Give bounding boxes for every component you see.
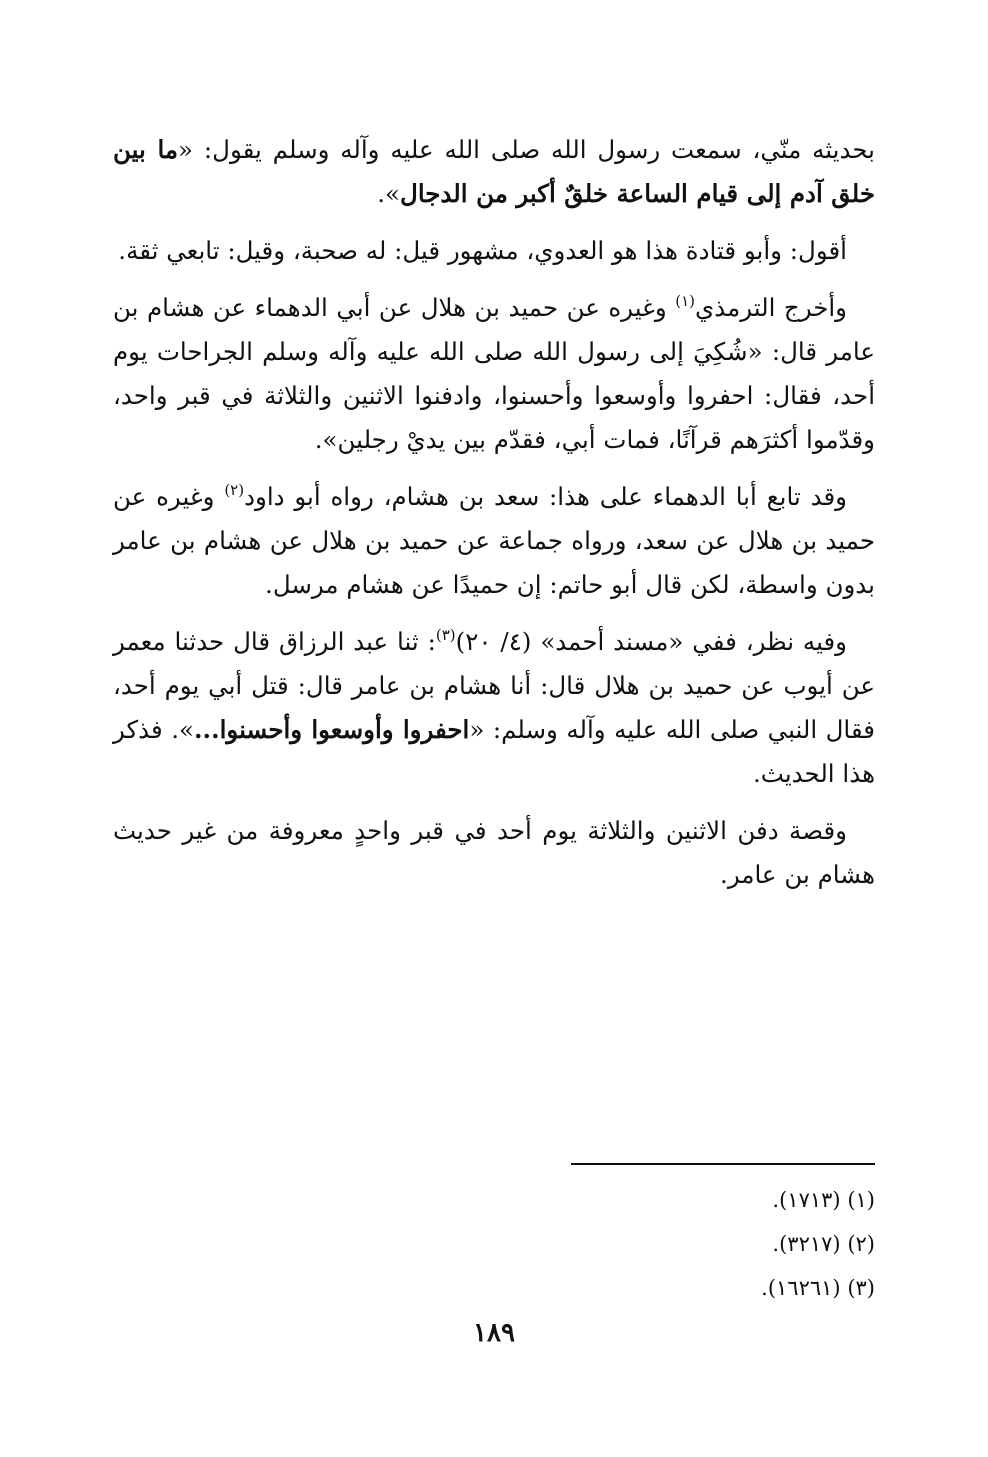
page-number: ١٨٩	[473, 1318, 515, 1348]
main-text	[113, 128, 875, 910]
paragraph-6: وقصة دفن الاثنين والثلاثة يوم أحد في قبر واحدٍ معروفة من غير حديث هشام بن عامر.	[113, 816, 875, 889]
paragraph-2: أقول: وأبو قتادة هذا هو العدوي، مشهور قيل: له صحبة، وقيل: تابعي ثقة.	[118, 236, 847, 265]
footnotes	[475, 1178, 875, 1310]
footnote-ref-2[interactable]: (٢)	[224, 481, 245, 499]
paragraph-3	[113, 286, 875, 462]
hadith-quote-dajjal: ما بين خلق آدم إلى قيام الساعة خلقٌ أكبر من الدجال	[113, 135, 875, 208]
p3-text: وأخرج الترمذي	[695, 293, 847, 322]
footnote-text: (٣٢١٧).	[772, 1232, 841, 1256]
footnote-3	[475, 1266, 875, 1310]
p5-close: ». فذكر هذا الحديث.	[113, 715, 875, 788]
p5-text-cont: : ثنا عبد الرزاق قال حدثنا معمر عن أيوب عن حميد بن هلال قال: أنا هشام بن عامر قال: قتل أبي يوم أحد، فقال النبي صلى الله عليه وآله وسلم: «	[113, 627, 875, 744]
paragraph-5	[113, 620, 875, 796]
p1-text: بحديثه منّي، سمعت رسول الله صلى الله عليه وآله وسلم يقول: «	[178, 135, 875, 164]
footnote-ref-1[interactable]: (١)	[675, 292, 696, 310]
footnote-2	[475, 1222, 875, 1266]
p5-text: وفيه نظر، ففي «مسند أحمد» (٤/ ٢٠)	[455, 627, 848, 656]
hadith-quote-dig: احفروا وأوسعوا وأحسنوا...	[194, 715, 470, 744]
footnote-divider	[571, 1163, 875, 1165]
hadith-quote-uhud: «شُكِيَ إلى رسول الله صلى الله عليه وآله وسلم الجراحات يوم أحد، فقال: احفروا وأوسعوا وأحسنوا، وادفنوا الاثنين والثلاثة في قبر واحد، وقدّموا أكثرَهم قرآنًا، فمات أبي، فقدّم بين يديْ رجلين».	[113, 337, 875, 454]
p4-text: وقد تابع أبا الدهماء على هذا: سعد بن هشام، رواه أبو داود	[244, 482, 847, 511]
footnote-ref-3[interactable]: (٣)	[435, 626, 456, 644]
footnote-number: (٢)	[847, 1232, 875, 1256]
footnote-text: (١٦٢٦١).	[761, 1276, 841, 1300]
paragraph-1	[113, 128, 875, 216]
footnote-number: (٣)	[847, 1276, 875, 1300]
footnote-number: (١)	[847, 1188, 875, 1212]
p4-text-cont: وغيره عن حميد بن هلال عن سعد، ورواه جماعة عن حميد بن هلال عن هشام بن عامر بدون واسطة، لكن قال أبو حاتم: إن حميدًا عن هشام مرسل.	[113, 482, 875, 599]
p3-text-cont: وغيره عن حميد بن هلال عن أبي الدهماء عن هشام بن عامر قال:	[113, 293, 875, 366]
footnote-1	[475, 1178, 875, 1222]
footnote-text: (١٧١٣).	[772, 1188, 841, 1212]
paragraph-4	[113, 475, 875, 607]
p1-close: ».	[377, 179, 401, 208]
